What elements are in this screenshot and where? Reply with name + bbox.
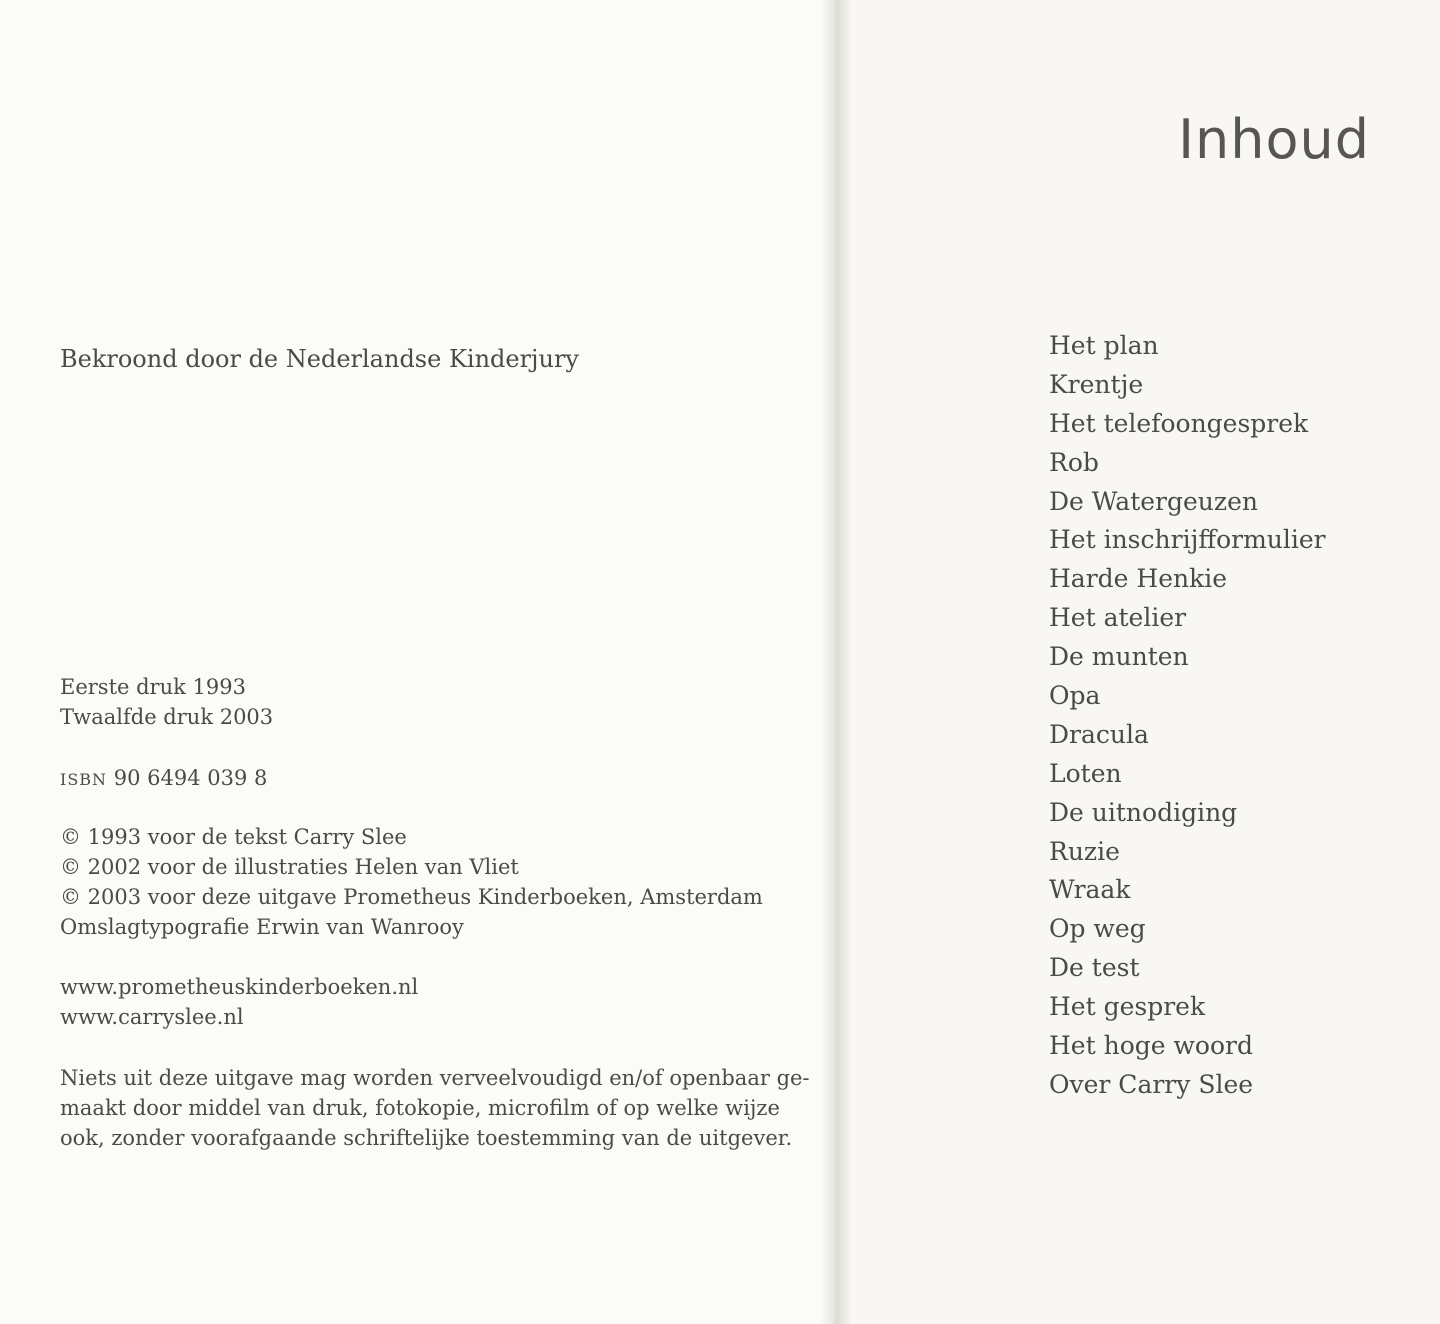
- copyright-edition: © 2003 voor deze uitgave Prometheus Kinderboeken, Amsterdam: [60, 885, 763, 909]
- copyright-block: [60, 822, 763, 942]
- contents-title: Inhoud: [1178, 108, 1370, 171]
- isbn-label: ISBN: [60, 770, 108, 789]
- toc-item: Het gesprek: [1049, 992, 1206, 1022]
- rights-notice-line: maakt door middel van druk, fotokopie, microfilm of op welke wijze: [60, 1096, 780, 1120]
- toc-item: Het atelier: [1049, 603, 1187, 633]
- award-line: Bekroond door de Nederlandse Kinderjury: [60, 345, 579, 373]
- twelfth-edition: Twaalfde druk 2003: [60, 705, 274, 729]
- toc-item: Op weg: [1049, 914, 1146, 944]
- toc-item: Dracula: [1049, 719, 1149, 749]
- toc-item: Loten: [1049, 758, 1122, 788]
- rights-notice-line: ook, zonder voorafgaande schriftelijke toestemming van de uitgever.: [60, 1126, 793, 1150]
- isbn-number: 90 6494 039 8: [113, 766, 268, 790]
- copyright-text: © 1993 voor de tekst Carry Slee: [60, 825, 407, 849]
- toc-item: Wraak: [1049, 875, 1131, 905]
- websites-block: [60, 972, 418, 1032]
- toc-item: De munten: [1049, 642, 1189, 672]
- toc-item: Het telefoongesprek: [1049, 408, 1309, 438]
- cover-typography: Omslagtypografie Erwin van Wanrooy: [60, 915, 464, 939]
- toc-item: De uitnodiging: [1049, 797, 1238, 827]
- edition-info: [60, 672, 273, 732]
- book-gutter: [820, 0, 850, 1324]
- toc-item: De test: [1049, 953, 1140, 983]
- website-publisher: www.prometheuskinderboeken.nl: [60, 975, 419, 999]
- toc-item: Het hoge woord: [1049, 1031, 1253, 1061]
- isbn-line: [60, 763, 267, 795]
- toc-item: Krentje: [1049, 369, 1144, 399]
- toc-item: Het plan: [1049, 331, 1159, 360]
- toc-item: Ruzie: [1049, 836, 1120, 866]
- toc-item: Het inschrijfformulier: [1049, 525, 1326, 555]
- copyright-illustrations: © 2002 voor de illustraties Helen van Vliet: [60, 855, 519, 879]
- rights-notice-line: Niets uit deze uitgave mag worden verveelvoudigd en/of openbaar ge-: [60, 1066, 810, 1090]
- table-of-contents: [1049, 327, 1326, 1105]
- rights-notice: [60, 1063, 810, 1153]
- toc-item: De Watergeuzen: [1049, 486, 1258, 516]
- toc-item: Over Carry Slee: [1049, 1069, 1254, 1099]
- toc-item: Rob: [1049, 447, 1099, 477]
- toc-item: Harde Henkie: [1049, 564, 1228, 594]
- website-author: www.carryslee.nl: [60, 1005, 244, 1029]
- toc-item: Opa: [1049, 681, 1101, 711]
- first-edition: Eerste druk 1993: [60, 675, 246, 699]
